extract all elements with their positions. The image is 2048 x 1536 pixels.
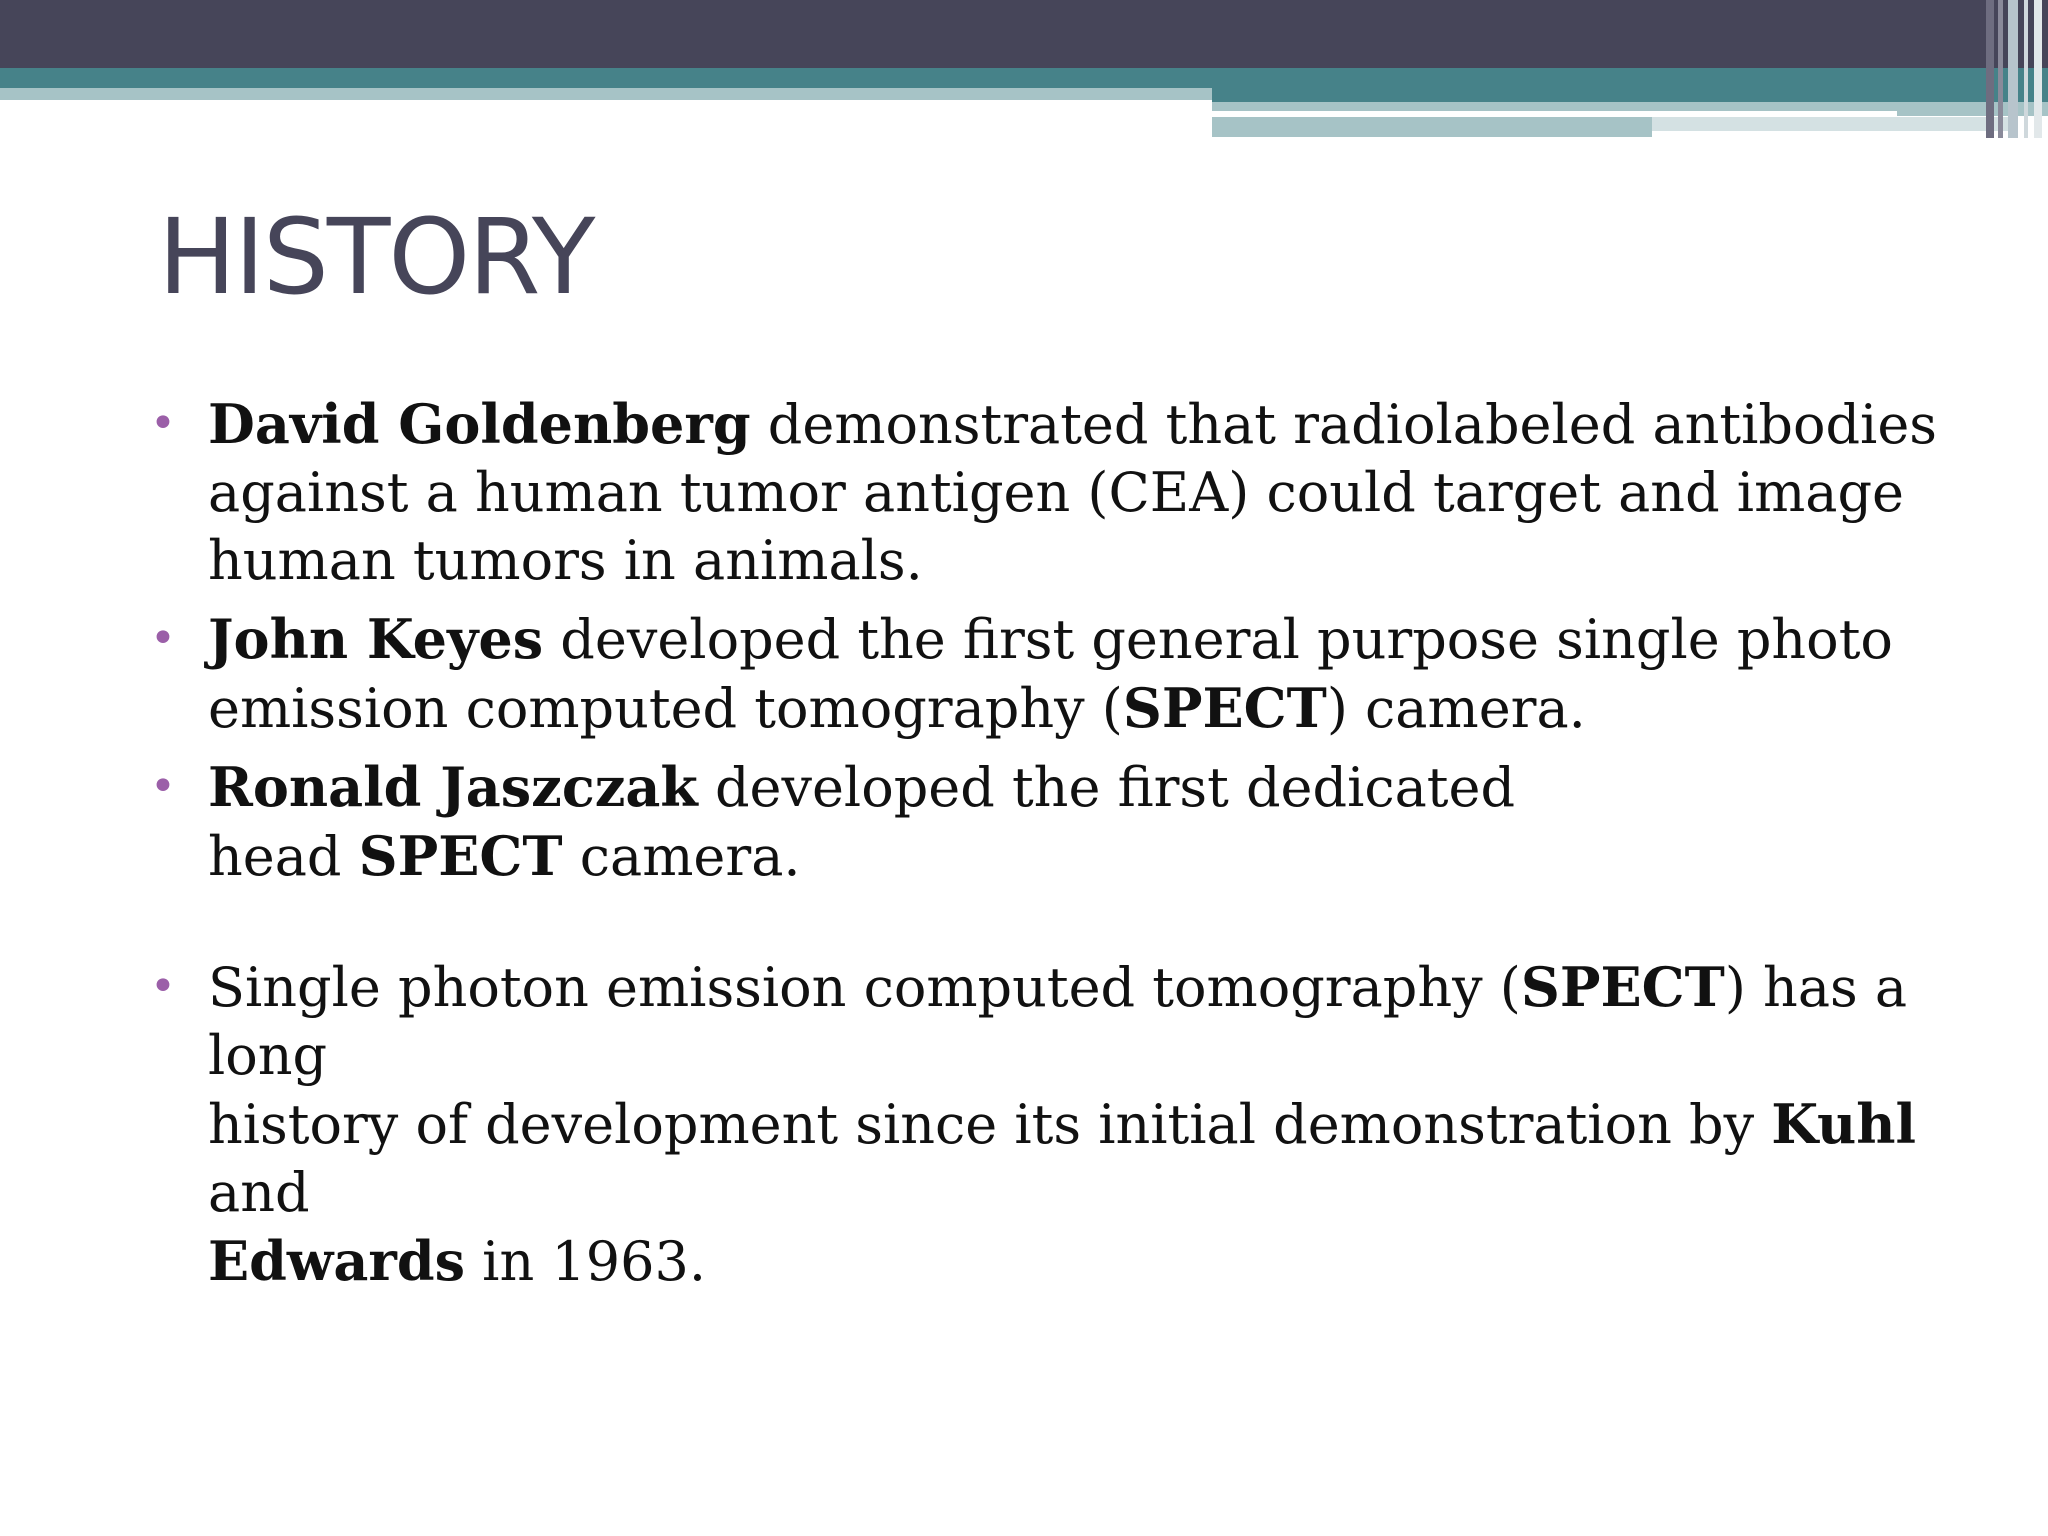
bullet-dot-icon: • [150,961,176,1012]
header-band-teal-right [1212,88,2048,102]
header-band-teal [0,68,2048,88]
bullet-dot-icon: • [150,398,176,449]
body-text: demonstrated that radiolabeled antibodies [750,393,1937,456]
bullet-line [208,1090,2008,1227]
header-band-light-left [0,88,1212,100]
header-vertical-stripe [2024,0,2028,138]
bold-text: SPECT [358,824,563,888]
slide-title: HISTORY [158,196,594,318]
body-text: ) camera. [1326,677,1586,740]
bold-text: David Goldenberg [208,392,751,456]
bullet-line [208,953,2008,1090]
header-vertical-stripe [2008,0,2018,138]
bullet-line [208,674,2008,743]
bullet-item [148,753,2008,891]
body-text: against a human tumor antigen (CEA) could target and image [208,461,1904,524]
bullet-line [208,753,2008,822]
bold-text: Edwards [208,1229,466,1293]
bullet-item [148,605,2008,743]
bold-text: SPECT [1520,955,1725,1019]
header-band-light-right-lower [1212,117,1652,137]
bold-text: Ronald Jaszczak [208,755,698,819]
body-text: human tumors in animals. [208,529,923,592]
header-vertical-stripe [1998,0,2003,138]
header-vertical-stripe [1986,0,1994,138]
body-text: and [208,1161,310,1224]
bullet-line [208,605,2008,674]
body-text: Single photon emission computed tomography ( [208,956,1521,1019]
body-text: history of development since its initial demonstration by [208,1093,1772,1156]
header-band-dark [0,0,2048,68]
body-text: developed the first dedicated [697,756,1516,819]
body-text: emission computed tomography ( [208,677,1123,740]
body-text: camera. [562,825,801,888]
body-text: in 1963. [465,1230,706,1293]
body-text: ) has a long [208,956,1908,1087]
body-text: head [208,825,359,888]
bullet-list [148,390,2008,1306]
bold-text: Kuhl [1771,1092,1917,1156]
body-text: developed the first general purpose single photo [543,608,1893,671]
bold-text: SPECT [1122,676,1327,740]
bullet-dot-icon: • [150,761,176,812]
bold-text: John Keyes [208,607,544,671]
bullet-line [208,527,2008,595]
bullet-line [208,459,2008,527]
header-vertical-stripe [2034,0,2042,138]
bullet-item [148,390,2008,595]
bullet-item [148,953,2008,1296]
bullet-line [208,1227,2008,1296]
bullet-line [208,390,2008,459]
bullet-line [208,822,2008,891]
bullet-dot-icon: • [150,613,176,664]
header-band-pale [1652,117,2012,131]
